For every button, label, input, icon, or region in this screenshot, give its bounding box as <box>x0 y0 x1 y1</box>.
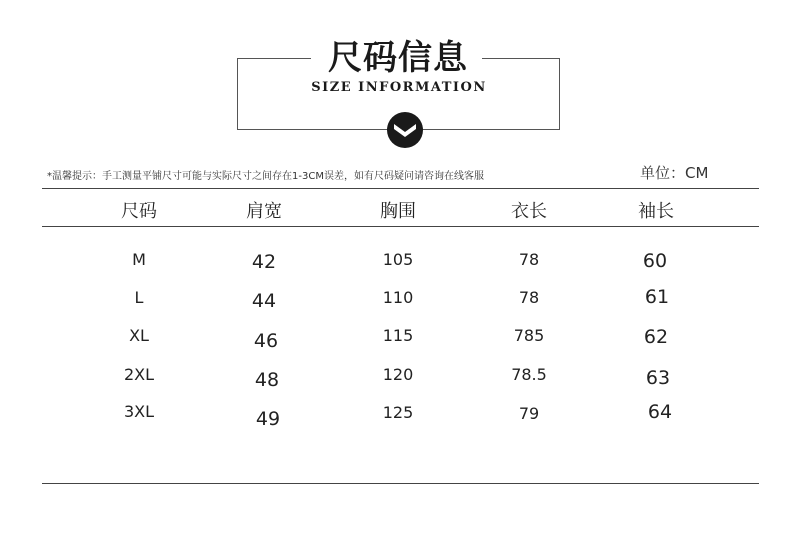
table-cell: 105 <box>382 250 414 269</box>
table-cell: 3XL <box>123 402 155 421</box>
table-cell: 79 <box>518 404 540 423</box>
table-cell: 115 <box>382 326 414 345</box>
table-cell: M <box>132 250 146 269</box>
table-cell: 44 <box>251 290 277 312</box>
table-cell: 60 <box>642 250 668 272</box>
table-cell: 78.5 <box>511 365 547 384</box>
column-header-sleeve: 袖长 <box>638 201 674 222</box>
table-cell: 120 <box>382 365 414 384</box>
table-bottom-rule <box>42 483 759 484</box>
table-header-rule <box>42 226 759 227</box>
unit-label: 单位：CM <box>640 164 709 182</box>
measurement-note: *温馨提示：手工测量平铺尺寸可能与实际尺寸之间存在1-3CM误差，如有尺码疑问请咨询在线客服 <box>47 171 484 182</box>
table-cell: 63 <box>645 367 671 389</box>
column-header-size: 尺码 <box>121 201 157 222</box>
page-subtitle: SIZE INFORMATION <box>311 80 487 95</box>
column-header-chest: 胸围 <box>380 201 416 222</box>
table-cell: 49 <box>255 408 281 430</box>
column-header-shoulder: 肩宽 <box>246 201 282 222</box>
table-cell: 785 <box>513 326 545 345</box>
table-cell: 48 <box>254 369 280 391</box>
table-cell: 46 <box>253 330 279 352</box>
table-cell: 78 <box>518 250 540 269</box>
table-cell: 42 <box>251 251 277 273</box>
table-cell: 64 <box>647 401 673 423</box>
table-cell: 62 <box>643 326 669 348</box>
table-cell: 110 <box>382 288 414 307</box>
table-cell: XL <box>129 326 149 345</box>
table-cell: 2XL <box>123 365 155 384</box>
page-title: 尺码信息 <box>328 38 468 78</box>
column-header-length: 衣长 <box>511 201 547 222</box>
chevron-badge-icon <box>386 111 424 149</box>
table-cell: 78 <box>518 288 540 307</box>
table-top-rule <box>42 188 759 189</box>
table-cell: L <box>134 288 144 307</box>
table-cell: 125 <box>382 403 414 422</box>
table-cell: 61 <box>644 286 670 308</box>
